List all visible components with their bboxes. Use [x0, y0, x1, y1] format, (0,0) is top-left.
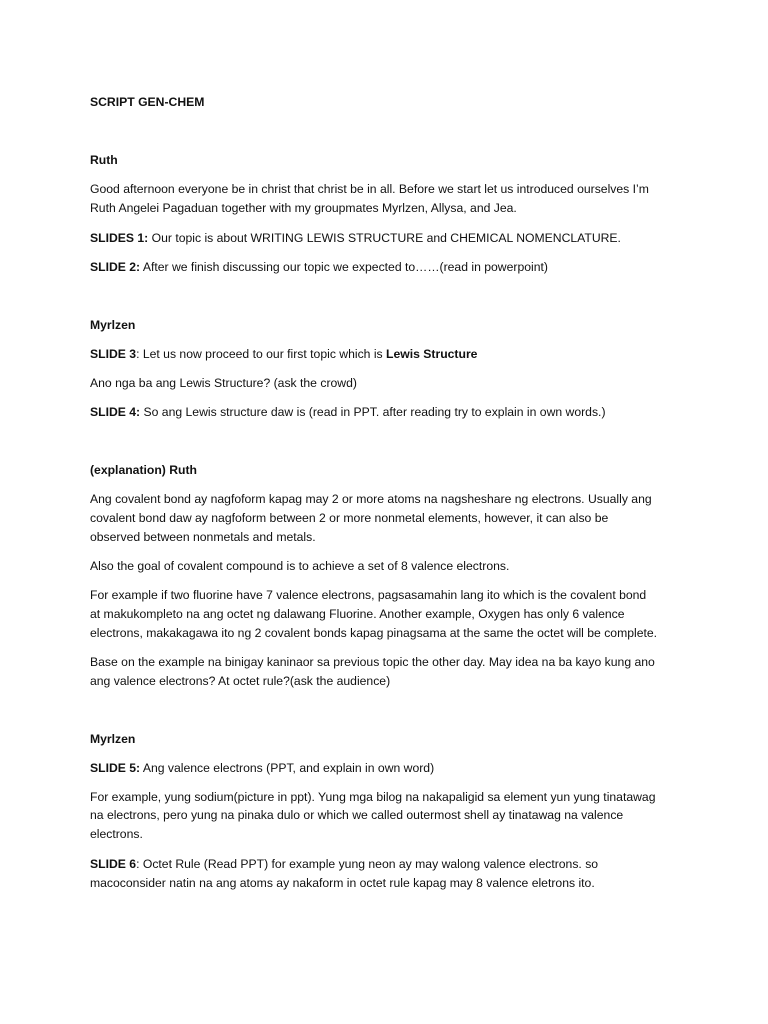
- slide-4-line: [90, 403, 606, 422]
- speaker-myrlzen-2: Myrlzen: [90, 732, 136, 746]
- slide-3-topic: Lewis Structure: [386, 347, 478, 361]
- slide-5-label: SLIDE 5:: [90, 761, 141, 775]
- slide-5-text: Ang valence electrons (PPT, and explain in own word): [140, 761, 435, 775]
- slide-6-text: : Octet Rule (Read PPT) for example yung neon ay may walong valence electrons. so: [136, 857, 599, 871]
- slide-3-text: : Let us now proceed to our first topic which is: [136, 347, 387, 361]
- example-line-3: electrons, makakagawa ito ng 2 covalent bonds kapag pinagsama at the same the octet will be complete.: [90, 626, 658, 640]
- slide-1-text: Our topic is about WRITING LEWIS STRUCTURE and CHEMICAL NOMENCLATURE.: [148, 231, 621, 245]
- covalent-line-2: covalent bond daw ay nagfoform between 2 or more nonmetal elements, however, it can also be: [90, 511, 609, 525]
- goal-line: Also the goal of covalent compound is to achieve a set of 8 valence electrons.: [90, 559, 510, 573]
- slide-3-label: SLIDE 3: [90, 347, 137, 361]
- slide-6-label: SLIDE 6: [90, 857, 137, 871]
- speaker-ruth: Ruth: [90, 153, 118, 167]
- slide-3-line: [90, 345, 477, 364]
- speaker-myrlzen: Myrlzen: [90, 318, 136, 332]
- covalent-line-3: observed between nonmetals and metals.: [90, 530, 316, 544]
- question-line: Ano nga ba ang Lewis Structure? (ask the crowd): [90, 376, 357, 390]
- slide-6-line: [90, 855, 598, 874]
- slide-2-text: After we finish discussing our topic we expected to……(read in powerpoint): [140, 260, 548, 274]
- intro-line-1: Good afternoon everyone be in christ that christ be in all. Before we start let us introduced ourselves I’m: [90, 182, 649, 196]
- slide-2-line: [90, 258, 548, 277]
- slide-2-label: SLIDE 2:: [90, 260, 141, 274]
- base-line-2: ang valence electrons? At octet rule?(ask the audience): [90, 674, 391, 688]
- slide-4-text: So ang Lewis structure daw is (read in PPT. after reading try to explain in own words.): [140, 405, 606, 419]
- example-line-1: For example if two fluorine have 7 valence electrons, pagsasamahin lang ito which is the covalent bond: [90, 588, 647, 602]
- slide-5-line: [90, 759, 434, 778]
- base-line-1: Base on the example na binigay kaninaor sa previous topic the other day. May idea na ba kayo kung ano: [90, 655, 655, 669]
- intro-line-2: Ruth Angelei Pagaduan together with my groupmates Myrlzen, Allysa, and Jea.: [90, 201, 517, 215]
- sodium-line-1: For example, yung sodium(picture in ppt). Yung mga bilog na nakapaligid sa element yun yung tinatawag: [90, 790, 656, 804]
- slide-1-label: SLIDES 1:: [90, 231, 149, 245]
- covalent-line-1: Ang covalent bond ay nagfoform kapag may 2 or more atoms na nagsheshare ng electrons. Usually ang: [90, 492, 652, 506]
- speaker-explanation-ruth: (explanation) Ruth: [90, 463, 197, 477]
- slide-4-label: SLIDE 4:: [90, 405, 141, 419]
- example-line-2: at makukompleto na ang octet ng dalawang Fluorine. Another example, Oxygen has only 6 valence: [90, 607, 625, 621]
- sodium-line-2: na electrons, pero yung na pinaka dulo or which we called outermost shell ay tinatawag na valence: [90, 808, 624, 822]
- document-title: SCRIPT GEN-CHEM: [90, 95, 205, 109]
- slide-1-line: [90, 229, 621, 248]
- sodium-line-3: electrons.: [90, 827, 143, 841]
- slide-6-line-2: macoconsider natin na ang atoms ay nakaform in octet rule kapag may 8 valence eletrons ito.: [90, 876, 595, 890]
